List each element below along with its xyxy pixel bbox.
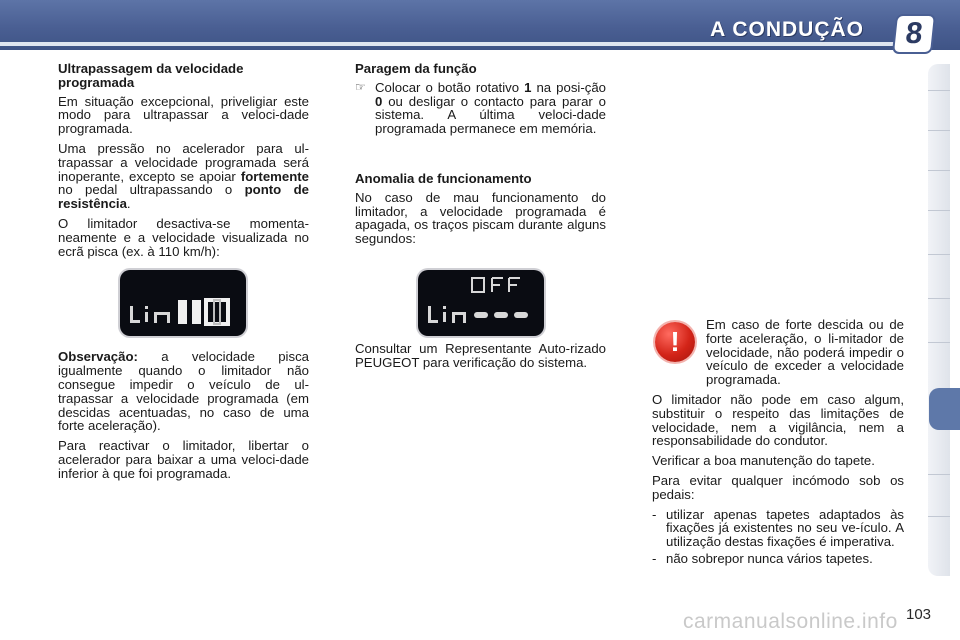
paragraph: O limitador desactiva-se momenta-neamente e a velocidade visualizada no ecrã pisca (ex. à 110 km/h):	[58, 215, 309, 259]
paragraph: Em situação excepcional, priveligiar este modo para ultrapassar a veloci-dade programada.	[58, 93, 309, 137]
tab-divider	[928, 516, 950, 517]
chapter-tab-active[interactable]	[929, 388, 960, 430]
tab-divider	[928, 298, 950, 299]
watermark: carmanualsonline.info	[683, 610, 898, 633]
tab-divider	[928, 474, 950, 475]
exclamation-icon: !	[655, 322, 695, 362]
list-item: - não sobrepor nunca vários tapetes.	[652, 550, 873, 566]
chapter-title: A CONDUÇÃO	[710, 18, 864, 41]
lim-110-readout	[120, 270, 246, 336]
tab-divider	[928, 170, 950, 171]
paragraph: Verificar a boa manutenção do tapete.	[652, 453, 875, 469]
paragraph: Para evitar qualquer incómodo sob os pedais:	[652, 472, 904, 502]
tab-divider	[928, 210, 950, 211]
page-number: 103	[906, 606, 932, 623]
paragraph: Uma pressão no acelerador para ul-trapassar a velocidade programada será inoperante, excepto se apoiar fortemente no pedal ultrapassando o ponto de resistência.	[58, 140, 310, 212]
instruction-text: Colocar o botão rotativo 1 na posi-ção 0 ou desligar o contacto para parar o sistema. A última veloci-dade programada permanece em memória.	[375, 79, 607, 137]
speed-limiter-fault-display	[418, 270, 544, 336]
note-paragraph: Observação: a velocidade pisca igualmente quando o limitador não consegue impedir o veículo de ul-trapassar a velocidade programada (em descidas acentuadas, no caso de uma forte aceleração).	[58, 349, 309, 434]
right-column	[652, 318, 904, 566]
section-heading: Ultrapassagem da velocidade programada	[58, 61, 244, 90]
section-heading: Anomalia de funcionamento	[355, 170, 532, 186]
pointing-hand-icon: ☞	[355, 79, 366, 94]
spacer	[355, 136, 606, 172]
tab-divider	[928, 342, 950, 343]
chapter-tab-rail	[928, 64, 950, 576]
paragraph: Consultar um Representante Auto-rizado PEUGEOT para verificação do sistema.	[355, 340, 606, 370]
lim-off-readout	[418, 270, 544, 336]
tab-divider	[928, 130, 950, 131]
paragraph: No caso de mau funcionamento do limitador, a velocidade programada é apagada, os traços piscam durante alguns segundos:	[355, 189, 606, 247]
paragraph: O limitador não pode em caso algum, substituir o respeito das limitações de velocidade, nem a vigilância, nem a responsabilidade do condutor.	[652, 391, 904, 449]
speed-limiter-display	[120, 270, 246, 336]
list-item: - utilizar apenas tapetes adaptados às fixações já existentes no seu ve-ículo. A utilização destas fixações é imperativa.	[652, 506, 904, 550]
tab-divider	[928, 90, 950, 91]
warning-paragraph: Em caso de forte descida ou de forte aceleração, o li-mitador de velocidade, não poderá impedir o veículo de exceder a velocidade programada.	[706, 317, 904, 388]
paragraph: Para reactivar o limitador, libertar o acelerador para baixar a uma veloci-dade inferior à que foi programada.	[58, 438, 309, 481]
chapter-number-badge: 8	[892, 14, 936, 54]
tab-divider	[928, 254, 950, 255]
section-heading: Paragem da função	[355, 61, 477, 76]
instruction-item	[355, 81, 606, 136]
header-stripe	[0, 42, 900, 46]
